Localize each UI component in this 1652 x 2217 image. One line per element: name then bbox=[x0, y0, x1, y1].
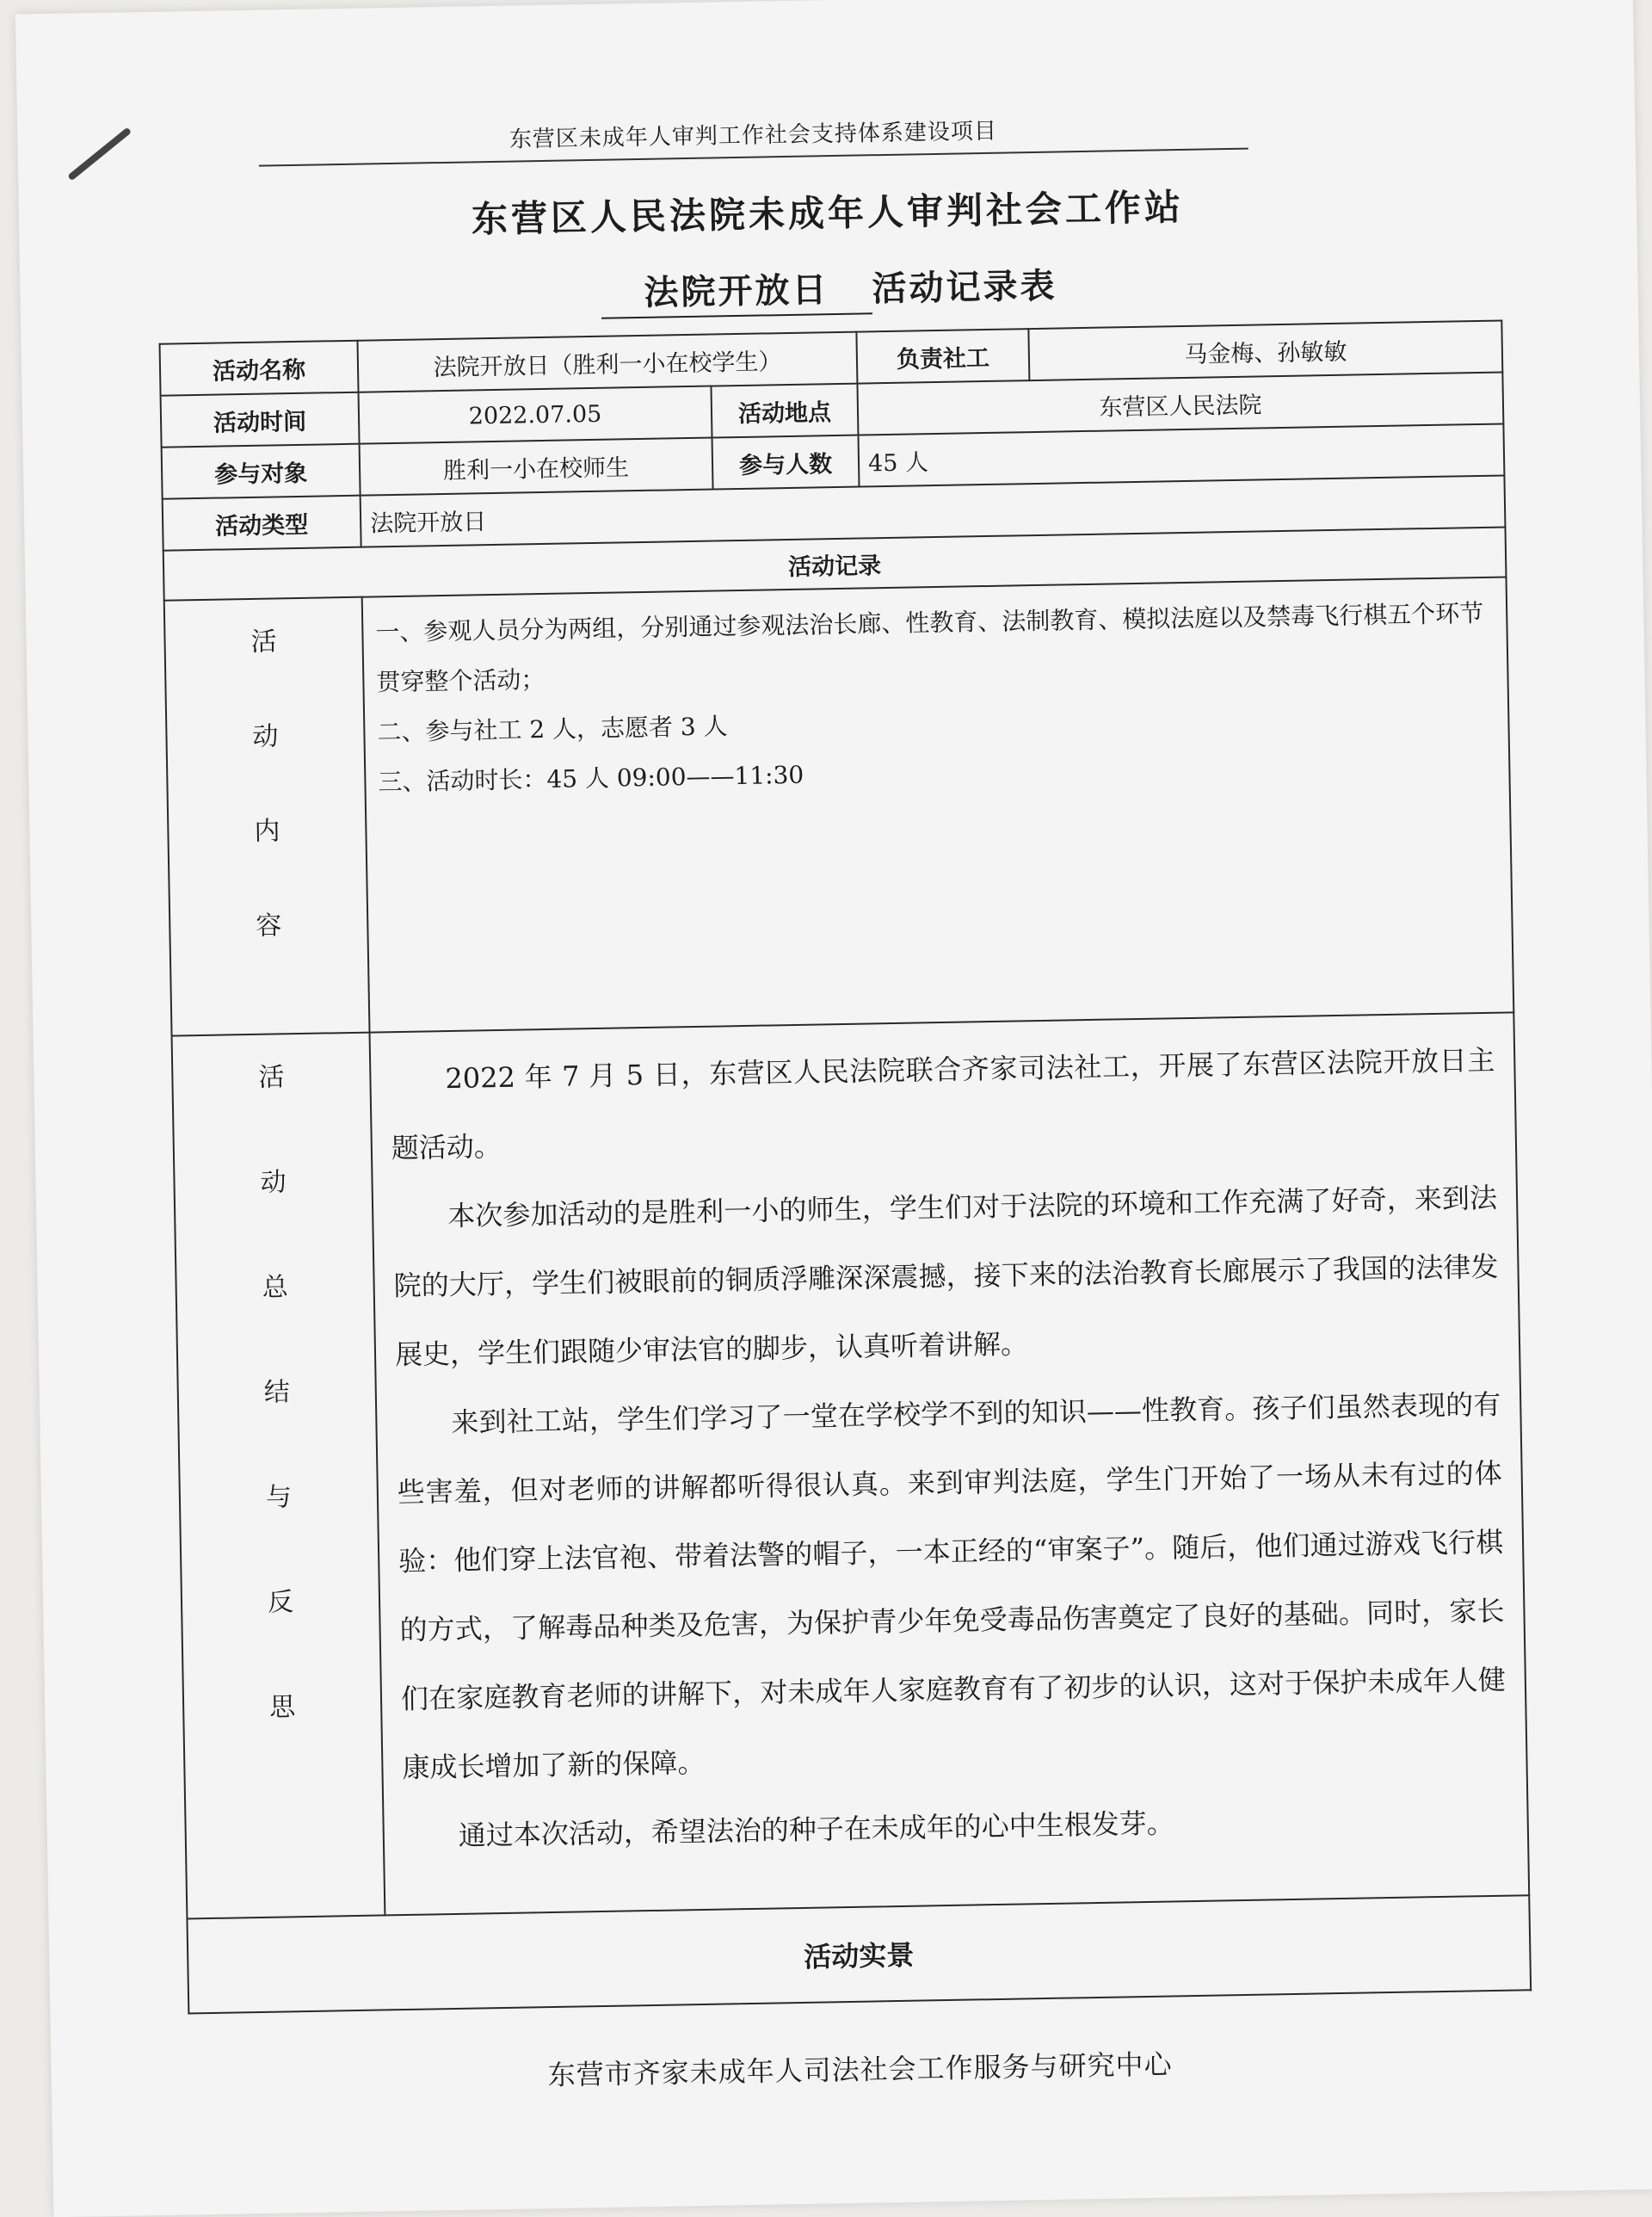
pen-mark bbox=[67, 127, 132, 181]
content-line: 二、参与社工 2 人，志愿者 3 人 bbox=[377, 712, 728, 747]
footer-organization: 东营市齐家未成年人司法社会工作服务与研究中心 bbox=[547, 2047, 1173, 2092]
record-title-suffix: 活动记录表 bbox=[872, 265, 1057, 310]
owner-value: 马金梅、孙敏敏 bbox=[1028, 321, 1502, 381]
record-title bbox=[20, 249, 1638, 330]
summary-paragraph: 通过本次活动，希望法治的种子在未成年的心中生根发芽。 bbox=[458, 1806, 1175, 1852]
content-line: 一、参观人员分为两组，分别通过参观法治长廊、性教育、法制教育、模拟法庭以及禁毒飞行棋五个环节贯穿整个活动； bbox=[375, 598, 1484, 697]
participant-count-value: 45 人 bbox=[858, 423, 1504, 486]
activity-name-label: 活动名称 bbox=[160, 341, 359, 396]
summary-paragraph: 来到社工站，学生们学习了一堂在学校学不到的知识——性教育。孩子们虽然表现的有些害羞，但对老师的讲解都听得很认真。来到审判法庭，学生门开始了一场从未有过的体验：他们穿上法官袍、带着法警的帽子，一本正经的“审案子”。随后，他们通过游戏飞行棋的方式，了解毒品种类及危害，为保护青少年免受毒品伤害奠定了良好的基础。同时，家长们在家庭教育老师的讲解下，对未成年人家庭教育有了初步的认识，这对于保护未成年人健康成长增加了新的保障。 bbox=[397, 1387, 1507, 1785]
activity-content-label: 活 动 内 容 bbox=[164, 597, 370, 1036]
row-activity-summary bbox=[172, 1012, 1530, 1918]
photos-heading: 活动实景 bbox=[187, 1895, 1531, 2013]
document-page bbox=[15, 0, 1652, 2217]
project-header: 东营区未成年人审判工作社会支持体系建设项目 bbox=[258, 109, 1248, 167]
activity-summary-text bbox=[370, 1012, 1530, 1915]
summary-paragraph: 2022 年 7 月 5 日，东营区人民法院联合齐家司法社工，开展了东营区法院开放日主题活动。 bbox=[391, 1043, 1495, 1165]
activity-name-value: 法院开放日（胜利一小在校学生） bbox=[357, 332, 857, 392]
summary-paragraph: 本次参加活动的是胜利一小的师生，学生们对于法院的环境和工作充满了好奇，来到法院的大厅，学生们被眼前的铜质浮雕深深震撼，接下来的法治教育长廊展示了我国的法律发展史，学生们跟随少审法官的脚步，认真听着讲解。 bbox=[393, 1181, 1499, 1372]
owner-label: 负责社工 bbox=[856, 329, 1029, 383]
content-line: 三、活动时长：45 人 09:00——11:30 bbox=[378, 760, 804, 797]
activity-place-label: 活动地点 bbox=[711, 384, 858, 438]
activity-content-text bbox=[362, 577, 1514, 1032]
activity-time-value: 2022.07.05 bbox=[359, 386, 712, 444]
activity-place-value: 东营区人民法院 bbox=[857, 372, 1503, 435]
record-title-fill: 法院开放日 bbox=[601, 262, 872, 318]
activity-summary-label: 活 动 总 结 与 反 思 bbox=[172, 1033, 385, 1919]
record-heading: 活动记录 bbox=[163, 527, 1507, 600]
activity-record-table bbox=[158, 319, 1532, 2014]
participant-count-label: 参与人数 bbox=[712, 435, 860, 490]
activity-type-label: 活动类型 bbox=[163, 496, 361, 551]
activity-type-value: 法院开放日 bbox=[361, 475, 1506, 547]
row-activity-content bbox=[164, 577, 1514, 1035]
activity-time-label: 活动时间 bbox=[161, 392, 360, 448]
participants-value: 胜利一小在校师生 bbox=[360, 438, 713, 496]
participants-label: 参与对象 bbox=[162, 444, 361, 499]
station-title: 东营区人民法院未成年人审判社会工作站 bbox=[471, 185, 1185, 241]
